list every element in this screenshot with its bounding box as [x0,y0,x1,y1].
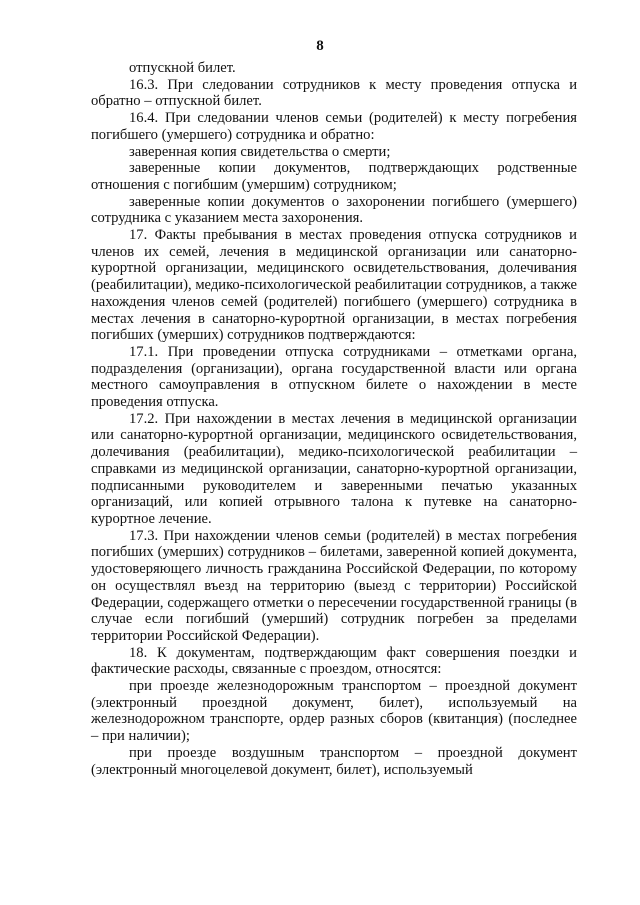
paragraph-16-4: 16.4. При следовании членов семьи (родителей) к месту погребения погибшего (умершего) сотрудника и обратно: [91,110,577,143]
paragraph-kinship-documents: заверенные копии документов, подтверждающих родственные отношения с погибшим (умершим) сотрудником; [91,160,577,193]
paragraph-18: 18. К документам, подтверждающим факт совершения поездки и фактические расходы, связанные с проездом, относятся: [91,644,577,678]
paragraph-death-certificate: заверенная копия свидетельства о смерти; [129,143,391,160]
paragraph-burial-documents: заверенные копии документов о захоронении погибшего (умершего) сотрудника с указанием места захоронения. [91,193,577,227]
paragraph-17-2: 17.2. При нахождении в местах лечения в медицинской организации или санаторно-курортной организации, медицинского освидетельствования, долечивания (реабилитации), медико-психологической реабилитации – справками из медицинской организации, санаторно-курортной организации, подписанными руководителем и заверенными печатью указанных организаций, или копией отрывного талона к путевке на санаторно-курортное лечение. [91,410,577,527]
document-body [91,60,577,778]
paragraph-17-3: 17.3. При нахождении членов семьи (родителей) в местах погребения погибших (умерших) сотрудников – билетами, заверенной копией документа, удостоверяющего личность гражданина Российской Федерации, по которому он осуществлял въезд на территорию (выезд с территории) Российской Федерации, содержащего отметки о пересечении государственной границы (в случае если погибший (умерший) сотрудник погребен за пределами территории Российской Федерации). [91,527,577,644]
paragraph-railway: при проезде железнодорожным транспортом – проездной документ (электронный проездной документ, билет), используемый на железнодорожном транспорте, ордер разных сборов (квитанция) (последнее – при наличии); [91,678,577,745]
paragraph-17-1: 17.1. При проведении отпуска сотрудниками – отметками органа, подразделения (организации), органа государственной власти или органа местного самоуправления в отпускном билете о нахождении в месте проведения отпуска. [91,343,577,411]
paragraph-16-3: 16.3. При следовании сотрудников к месту проведения отпуска и обратно – отпускной билет. [91,76,577,110]
paragraph-continuation: отпускной билет. [129,60,236,76]
paragraph-air: при проезде воздушным транспортом – проездной документ (электронный многоцелевой документ, билет), используемый [91,744,577,778]
page-number: 8 [316,38,324,54]
paragraph-17: 17. Факты пребывания в местах проведения отпуска сотрудников и членов их семей, лечения в медицинской организации или санаторно-курортной организации, медицинского освидетельствования, долечивания (реабилитации), медико-психологической реабилитации сотрудников, а также нахождения членов семей (родителей) погибшего (умершего) сотрудника в местах лечения в санаторно-курортной организации, в местах погребения погибших (умерших) сотрудников подтверждаются: [91,227,577,344]
